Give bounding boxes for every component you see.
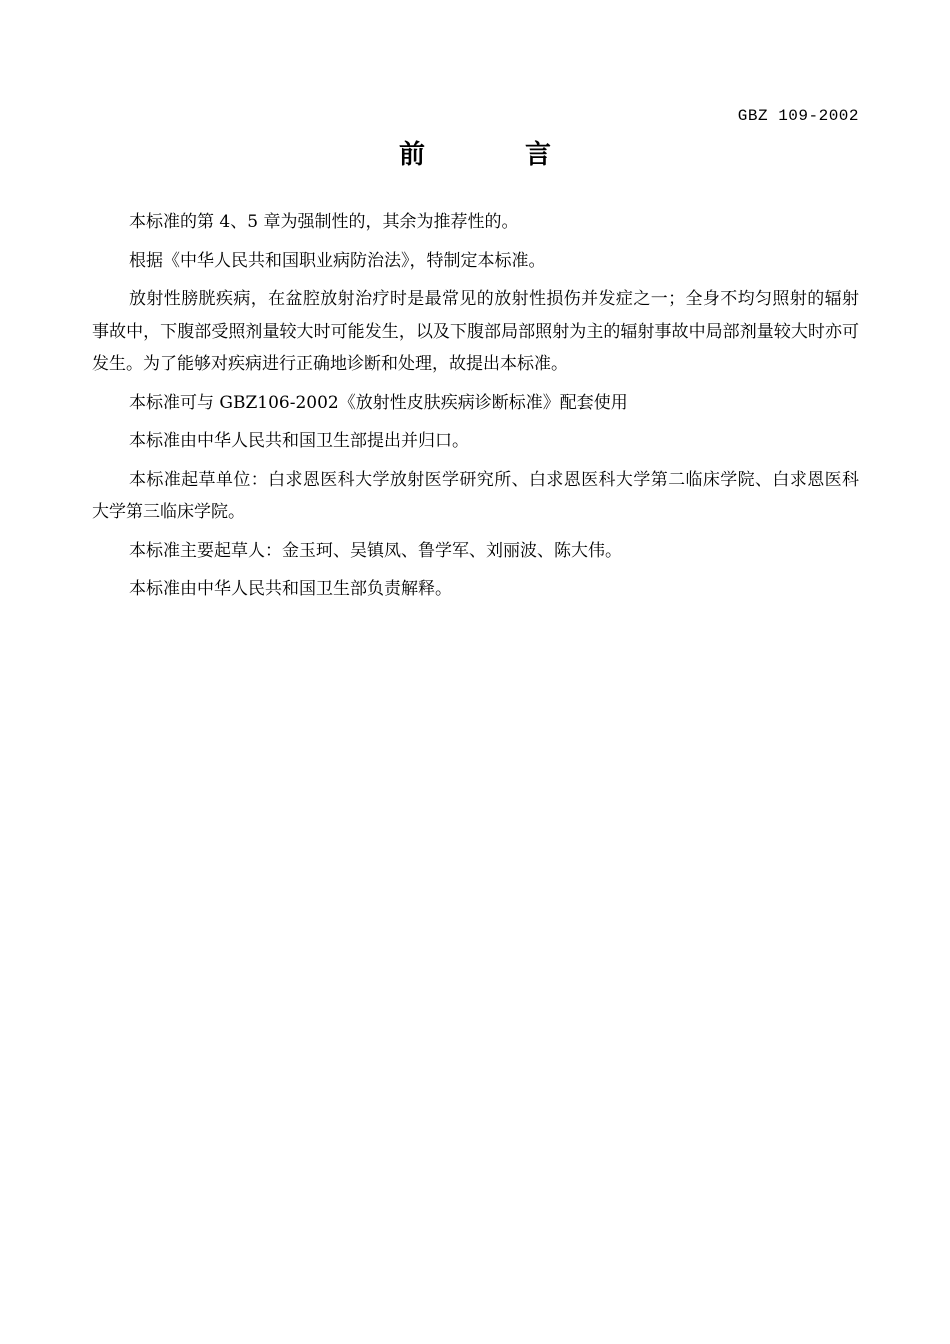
paragraph-proposer: 本标准由中华人民共和国卫生部提出并归口。 (129, 431, 469, 451)
paragraph-background: 放射性膀胱疾病，在盆腔放射治疗时是最常见的放射性损伤并发症之一；全身不均匀照射的辐射事故中，下腹部受照剂量较大时可能发生，以及下腹部局部照射为主的辐射事故中局部剂量较大时亦可发生。为了能够对疾病进行正确地诊断和处理，故提出本标准。 (92, 289, 859, 374)
paragraph-drafting-units: 本标准起草单位：白求恩医科大学放射医学研究所、白求恩医科大学第二临床学院、白求恩医科大学第三临床学院。 (92, 469, 859, 522)
paragraph-legal-basis: 根据《中华人民共和国职业病防治法》，特制定本标准。 (129, 250, 546, 271)
paragraph-drafters: 本标准主要起草人：金玉珂、吴镇凤、鲁学军、刘丽波、陈大伟。 (129, 540, 622, 561)
standard-code: GBZ 109-2002 (737, 107, 859, 125)
paragraph-interpretation: 本标准由中华人民共和国卫生部负责解释。 (129, 579, 452, 599)
paragraph-mandatory-chapters: 本标准的第 4、5 章为强制性的，其余为推荐性的。 (129, 212, 519, 232)
paragraph-related-standard: 本标准可与 GBZ106-2002《放射性皮肤疾病诊断标准》配套使用 (129, 392, 628, 413)
page-title: 前言 (398, 140, 651, 170)
document-body (92, 206, 859, 612)
